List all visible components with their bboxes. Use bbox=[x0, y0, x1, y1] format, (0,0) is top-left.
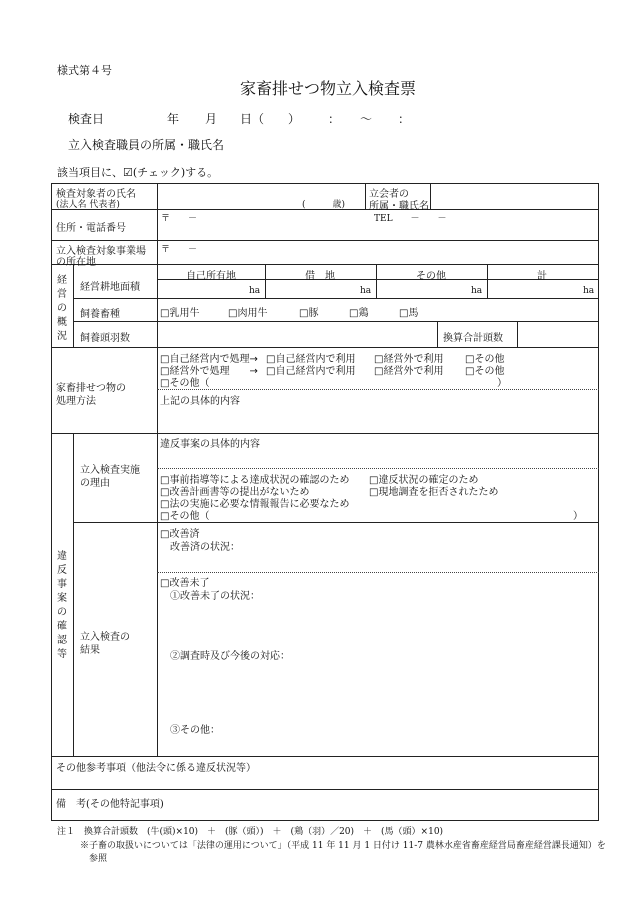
checkbox-reason-confirm[interactable]: □違反状況の確定のため bbox=[369, 475, 479, 486]
farm-area-label: 経営耕地面積 bbox=[80, 282, 140, 293]
target-corp-label: (法人名 代表者) bbox=[56, 200, 120, 210]
date-year[interactable]: 年 bbox=[167, 112, 180, 126]
checkbox-other-2[interactable]: □その他 bbox=[465, 366, 505, 377]
improved-status-label: 改善済の状況： bbox=[170, 542, 240, 553]
col-total-land: 計 bbox=[537, 271, 547, 282]
site-label-2: の所在地 bbox=[56, 257, 96, 268]
violation-detail-label: 違反事案の具体的内容 bbox=[160, 439, 260, 450]
form-number: 様式第４号 bbox=[57, 64, 112, 77]
witness-affiliation-label: 所属・職氏名 bbox=[369, 201, 429, 212]
date-day[interactable]: 日（ ） bbox=[240, 112, 301, 126]
head-count-label: 飼養頭羽数 bbox=[80, 333, 130, 344]
checkbox-reason-info-report[interactable]: □法の実施に必要な情報報告に必要なため bbox=[160, 499, 350, 510]
checkbox-dairy[interactable]: □乳用牛 bbox=[160, 308, 200, 319]
note-young-livestock: ※子畜の取扱いについては「法律の運用について」（平成 11 年 11 月 1 日付け 11-7 農林水産省畜産経営局畜産経営課長通知）を bbox=[80, 841, 606, 851]
checkbox-external-use-1[interactable]: □経営外で利用 bbox=[374, 354, 444, 365]
date-month[interactable]: 月 bbox=[205, 112, 218, 126]
checkbox-pig[interactable]: □豚 bbox=[299, 308, 319, 319]
checkbox-other-1[interactable]: □その他 bbox=[465, 354, 505, 365]
reference-label: その他参考事項（他法令に係る違反状況等） bbox=[56, 763, 256, 774]
unit-ha-lease: ha bbox=[360, 286, 372, 296]
checkbox-horse[interactable]: □馬 bbox=[399, 308, 419, 319]
inspector-label: 立入検査職員の所属・職氏名 bbox=[68, 138, 225, 152]
col-lease-land: 借 地 bbox=[305, 271, 335, 282]
checkbox-reason-other[interactable]: □その他（ bbox=[160, 511, 210, 522]
reason-label-2: の理由 bbox=[80, 478, 110, 489]
witness-label: 立会者の bbox=[369, 189, 409, 200]
col-other-land: その他 bbox=[416, 271, 446, 282]
checkbox-reason-refused[interactable]: □現地調査を拒否されたため bbox=[369, 487, 499, 498]
reason-label: 立入検査実施 bbox=[80, 465, 140, 476]
checkbox-reason-followup[interactable]: □事前指導等による達成状況の確認のため bbox=[160, 475, 350, 486]
checkbox-external-use-2[interactable]: □経営外で利用 bbox=[374, 366, 444, 377]
address-label: 住所・電話番号 bbox=[56, 223, 126, 234]
inspection-date-label: 検査日 bbox=[68, 112, 105, 126]
postal-mark[interactable]: 〒 － bbox=[161, 214, 198, 224]
note-reference: 参照 bbox=[89, 854, 108, 864]
site-label: 立入検査対象事業場 bbox=[56, 246, 146, 257]
remarks-label: 備 考(その他特記事項) bbox=[56, 799, 164, 810]
result-label-2: 結果 bbox=[80, 645, 100, 656]
time-colon-end: ： bbox=[398, 112, 411, 126]
time-colon-start: ： bbox=[328, 112, 341, 126]
checkbox-reason-no-plan[interactable]: □改善計画書等の提出がないため bbox=[160, 487, 310, 498]
livestock-type-label: 飼養畜種 bbox=[80, 309, 120, 320]
checkbox-not-improved[interactable]: □改善未了 bbox=[160, 578, 210, 589]
checkbox-chicken[interactable]: □鶏 bbox=[349, 308, 369, 319]
converted-count-label: 換算合計頭数 bbox=[443, 333, 503, 344]
checkbox-manure-other[interactable]: □その他（ bbox=[160, 378, 210, 389]
result-other-label: ③その他： bbox=[170, 725, 220, 736]
reason-other-close: ） bbox=[573, 511, 583, 522]
checkbox-process-internal[interactable]: □自己経営内で処理→ bbox=[160, 354, 258, 365]
tel-field[interactable]: TEL － － bbox=[374, 214, 447, 224]
unit-ha-own: ha bbox=[249, 286, 261, 296]
manure-other-close: ） bbox=[497, 378, 507, 389]
time-range-tilde: 〜 bbox=[360, 112, 373, 126]
checkbox-internal-use-1[interactable]: □自己経営内で利用 bbox=[266, 354, 356, 365]
unit-ha-total: ha bbox=[583, 286, 595, 296]
site-postal-mark[interactable]: 〒 － bbox=[161, 245, 198, 255]
col-own-land: 自己所有地 bbox=[186, 271, 236, 282]
note-conversion: 注１ 換算合計頭数 (牛(頭)×10) ＋ (豚（頭）) ＋ (鶏（羽）／20) ＋ (馬（頭）×10) bbox=[57, 827, 444, 837]
form-title: 家畜排せつ物立入検査票 bbox=[240, 79, 417, 98]
age-field[interactable]: ( 歳) bbox=[302, 200, 346, 210]
manure-detail-label: 上記の具体的内容 bbox=[160, 396, 240, 407]
overview-vertical-label: 経営の概況 bbox=[57, 275, 67, 342]
manure-label: 家畜排せつ物の bbox=[56, 383, 126, 394]
instruction-text: 該当項目に、☑(チェック)する。 bbox=[57, 166, 219, 179]
checkbox-improved[interactable]: □改善済 bbox=[160, 529, 200, 540]
violation-vertical-label: 違反事案の確認等 bbox=[57, 551, 67, 660]
unit-ha-other: ha bbox=[471, 286, 483, 296]
target-name-label: 検査対象者の氏名 bbox=[56, 189, 136, 200]
manure-label-2: 処理方法 bbox=[56, 396, 96, 407]
result-label: 立入検査の bbox=[80, 632, 130, 643]
checkbox-process-external[interactable]: □経営外で処理 → bbox=[160, 366, 258, 377]
inspection-response-label: ②調査時及び今後の対応： bbox=[170, 651, 290, 662]
checkbox-beef[interactable]: □肉用牛 bbox=[228, 308, 268, 319]
checkbox-internal-use-2[interactable]: □自己経営内で利用 bbox=[266, 366, 356, 377]
not-improved-status-label: ①改善未了の状況： bbox=[170, 591, 260, 602]
